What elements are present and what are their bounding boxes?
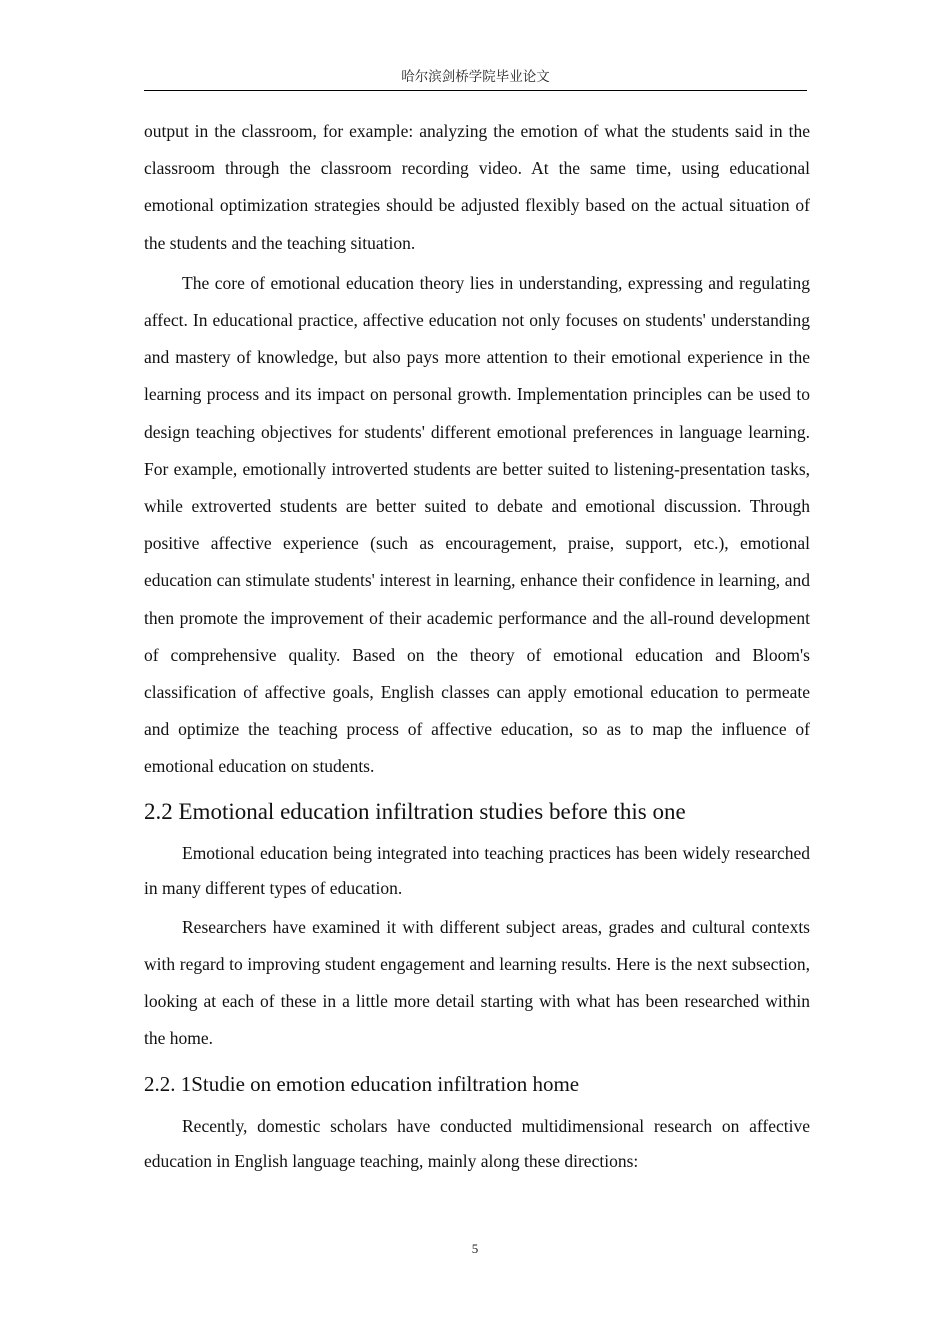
body-paragraph: Researchers have examined it with different subject areas, grades and cultural contexts with regard to improving student engagement and learning results. Here is the next subsection, looking at each of these in a little more detail starting with what has been researched within the home. [144, 916, 810, 1049]
header-rule [144, 90, 807, 91]
page-number: 5 [471, 1241, 479, 1256]
body-paragraph: Emotional education being integrated into teaching practices has been widely researched in many different types of education. [144, 842, 810, 898]
running-header: 哈尔滨剑桥学院毕业论文 [401, 69, 550, 85]
section-heading: 2.2 Emotional education infiltration studies before this one [144, 798, 686, 824]
body-paragraph: The core of emotional education theory lies in understanding, expressing and regulating affect. In educational practice, affective education not only focuses on students' understanding and mastery of knowledge, but also pays more attention to their emotional experience in the learning process and its impact on personal growth. Implementation principles can be used to design teaching objectives for students' different emotional preferences in language learning. For example, emotionally introverted students are better suited to listening-presentation tasks, while extroverted students are better suited to debate and emotional discussion. Through positive affective experience (such as encouragement, praise, support, etc.), emotional education can stimulate students' interest in learning, enhance their confidence in learning, and then promote the improvement of their academic performance and the all-round development of comprehensive quality. Based on the theory of emotional education and Bloom's classification of affective goals, English classes can apply emotional education to permeate and optimize the teaching process of affective education, so as to map the influence of emotional education on students. [144, 272, 810, 777]
body-paragraph: Recently, domestic scholars have conducted multidimensional research on affective education in English language teaching, mainly along these directions: [144, 1116, 810, 1172]
main-text [144, 113, 810, 1179]
body-paragraph: output in the classroom, for example: analyzing the emotion of what the students said in the classroom through the classroom recording video. At the same time, using educational emotional optimization strategies should be adjusted flexibly based on the actual situation of the students and the teaching situation. [144, 121, 810, 253]
subsection-heading: 2.2. 1Studie on emotion education infiltration home [144, 1072, 580, 1097]
